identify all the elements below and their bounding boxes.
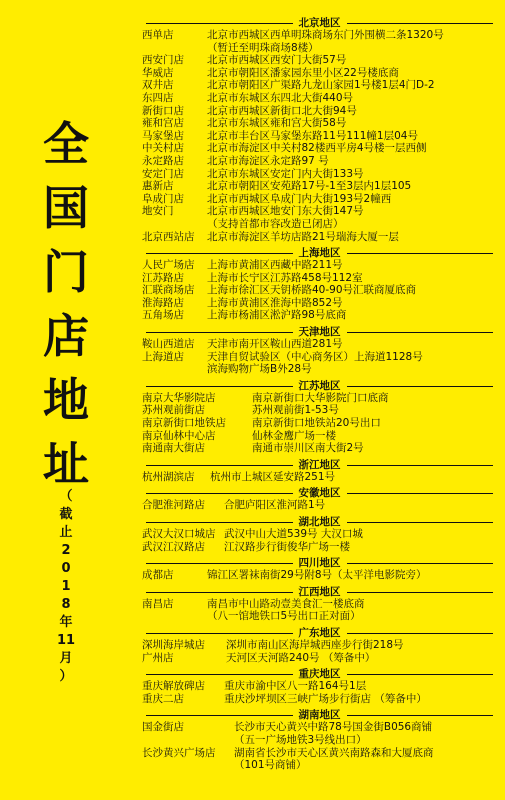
store-row bbox=[142, 471, 497, 484]
store-address: 湖南省长沙市天心区黄兴南路森和大厦底商 （101号商铺） bbox=[234, 746, 434, 772]
store-row bbox=[142, 541, 497, 554]
store-name: 国金街店 bbox=[142, 721, 184, 734]
store-address: 合肥庐阳区淮河路1号 bbox=[224, 499, 326, 512]
store-name: 西单店 bbox=[142, 29, 174, 41]
store-address: 重庆市渝中区八一路164号1层 bbox=[224, 680, 367, 693]
region-heading-label: 江西地区 bbox=[293, 586, 347, 598]
region-section bbox=[142, 378, 497, 455]
region-section bbox=[142, 625, 497, 664]
store-address: 深圳市南山区海岸城西座步行街218号 bbox=[226, 638, 404, 651]
store-name: 人民广场店 bbox=[142, 259, 195, 272]
note-char: 截 bbox=[59, 507, 73, 522]
store-address: 上海市杨浦区淞沪路98号底商 bbox=[207, 309, 347, 322]
store-row bbox=[142, 29, 497, 54]
region-heading-label: 四川地区 bbox=[293, 557, 347, 569]
region-heading-label: 广东地区 bbox=[293, 627, 347, 639]
region-heading-label: 重庆地区 bbox=[293, 668, 347, 680]
note-char: 8 bbox=[61, 597, 71, 612]
store-name: 阜成门店 bbox=[142, 192, 184, 205]
store-address: 上海市黄浦区淮海中路852号 bbox=[207, 296, 343, 309]
region-heading bbox=[142, 15, 497, 29]
store-address: 北京市海淀区永定路97 号 bbox=[207, 154, 329, 167]
store-name: 淮海路店 bbox=[142, 296, 184, 309]
store-row bbox=[142, 639, 497, 652]
store-address: 南京新街口地铁站20号出口 bbox=[252, 417, 381, 430]
title-char: 址 bbox=[43, 437, 89, 491]
note-char: 止 bbox=[59, 525, 73, 540]
store-address: 江汉路步行街俊华广场一楼 bbox=[224, 540, 350, 553]
store-row bbox=[142, 231, 497, 244]
store-name: 江苏路店 bbox=[142, 271, 184, 284]
title-char: 全 bbox=[43, 117, 89, 171]
store-row bbox=[142, 297, 497, 310]
store-address: 北京市东城区雍和宫大街58号 bbox=[207, 117, 347, 130]
region-section bbox=[142, 15, 497, 243]
title-char: 门 bbox=[43, 245, 89, 299]
region-heading bbox=[142, 707, 497, 721]
region-heading bbox=[142, 625, 497, 639]
store-row bbox=[142, 117, 497, 130]
store-address: 上海市黄浦区西藏中路211号 bbox=[207, 259, 343, 272]
store-name: 深圳海岸城店 bbox=[142, 638, 205, 651]
store-row bbox=[142, 130, 497, 143]
store-name: 中关村店 bbox=[142, 142, 184, 155]
region-section bbox=[142, 245, 497, 322]
region-section bbox=[142, 584, 497, 623]
note-char: 0 bbox=[61, 561, 71, 576]
store-row bbox=[142, 272, 497, 285]
store-name: 马家堡店 bbox=[142, 129, 184, 142]
store-name: 永定路店 bbox=[142, 154, 184, 167]
region-heading-label: 天津地区 bbox=[293, 326, 347, 338]
store-row bbox=[142, 693, 497, 706]
region-heading bbox=[142, 485, 497, 499]
store-name: 五角场店 bbox=[142, 309, 184, 322]
store-address: 重庆沙坪坝区三峡广场步行街店 （筹备中） bbox=[224, 692, 427, 705]
store-name: 武汉江汉路店 bbox=[142, 540, 205, 553]
store-name: 南京仙林中心店 bbox=[142, 429, 216, 442]
region-section bbox=[142, 457, 497, 484]
region-heading-label: 浙江地区 bbox=[293, 459, 347, 471]
store-address: 长沙市天心黄兴中路78号国金街B056商铺 （五一广场地铁3号线出口） bbox=[234, 721, 433, 746]
store-row bbox=[142, 652, 497, 665]
store-row bbox=[142, 168, 497, 181]
store-address: 北京市东城区安定门内大街133号 bbox=[207, 167, 364, 180]
store-name: 武汉大汉口城店 bbox=[142, 528, 216, 540]
store-address: 上海市长宁区江苏路458号112室 bbox=[207, 271, 363, 284]
store-row bbox=[142, 105, 497, 118]
store-name: 苏州观前街店 bbox=[142, 404, 205, 417]
store-row bbox=[142, 569, 497, 582]
store-row bbox=[142, 392, 497, 405]
region-heading bbox=[142, 457, 497, 471]
store-address: 杭州市上城区延安路251号 bbox=[210, 470, 336, 483]
store-address: 锦江区署袜南街29号附8号（太平洋电影院旁） bbox=[207, 569, 427, 582]
store-name: 新街口店 bbox=[142, 104, 184, 117]
region-heading bbox=[142, 324, 497, 338]
note-char: 2 bbox=[61, 543, 71, 558]
region-section bbox=[142, 555, 497, 582]
store-address: 北京市海淀区中关村82楼西平房4号楼一层西侧 bbox=[207, 142, 427, 155]
store-address: 上海市徐汇区天钥桥路40-90号汇联商厦底商 bbox=[207, 284, 417, 297]
store-name: 双井店 bbox=[142, 79, 174, 92]
title-char: 国 bbox=[43, 181, 89, 235]
store-name: 南通南大街店 bbox=[142, 442, 205, 455]
store-row bbox=[142, 430, 497, 443]
region-heading bbox=[142, 514, 497, 528]
store-row bbox=[142, 142, 497, 155]
region-heading-label: 湖北地区 bbox=[293, 516, 347, 528]
store-name: 重庆解放碑店 bbox=[142, 680, 205, 693]
store-address: 北京市西城区西安门大街57号 bbox=[207, 54, 347, 67]
region-section bbox=[142, 485, 497, 512]
store-address: 北京市东城区东四北大街440号 bbox=[207, 91, 354, 104]
region-section bbox=[142, 514, 497, 553]
note-char: ） bbox=[59, 669, 73, 684]
region-heading bbox=[142, 666, 497, 680]
region-section bbox=[142, 707, 497, 771]
region-heading bbox=[142, 555, 497, 569]
region-section bbox=[142, 324, 497, 376]
store-address: 北京市西城区新街口北大街94号 bbox=[207, 104, 357, 117]
store-row bbox=[142, 747, 497, 772]
store-address: 北京市海淀区羊坊店路21号瑞海大厦一层 bbox=[207, 230, 399, 243]
store-row bbox=[142, 180, 497, 193]
store-name: 惠新店 bbox=[142, 180, 174, 193]
region-heading-label: 湖南地区 bbox=[293, 709, 347, 721]
note-char: 11 bbox=[56, 633, 76, 648]
store-name: 鞍山西道店 bbox=[142, 338, 195, 351]
store-address: 天河区天河路240号 （筹备中） bbox=[226, 651, 376, 664]
store-address: 北京市西城区阜成门内大街193号2幢西 bbox=[207, 192, 392, 205]
store-name: 杭州湖滨店 bbox=[142, 470, 195, 483]
store-name: 重庆二店 bbox=[142, 692, 184, 705]
store-name: 长沙黄兴广场店 bbox=[142, 746, 216, 759]
store-name: 北京西站店 bbox=[142, 230, 195, 243]
region-heading-label: 安徽地区 bbox=[293, 487, 347, 499]
store-name: 合肥淮河路店 bbox=[142, 499, 205, 512]
store-name: 雍和宫店 bbox=[142, 117, 184, 130]
store-address: 北京市西城区地安门东大街147号 （支持首都市容改造已闭店） bbox=[207, 205, 364, 230]
region-heading bbox=[142, 584, 497, 598]
region-heading-label: 北京地区 bbox=[293, 17, 347, 29]
store-name: 东四店 bbox=[142, 91, 174, 104]
store-address: 北京市朝阳区广渠路九龙山家园1号楼1层4门D-2 bbox=[207, 79, 435, 92]
region-heading bbox=[142, 378, 497, 392]
store-name: 地安门 bbox=[142, 205, 174, 218]
store-address: 天津市南开区鞍山西道281号 bbox=[207, 338, 343, 351]
store-name: 汇联商场店 bbox=[142, 284, 195, 297]
store-list bbox=[142, 14, 497, 774]
region-heading-label: 上海地区 bbox=[293, 247, 347, 259]
store-row bbox=[142, 259, 497, 272]
region-heading bbox=[142, 245, 497, 259]
store-row bbox=[142, 67, 497, 80]
store-address: 南京新街口大华影院门口底商 bbox=[252, 391, 389, 404]
store-row bbox=[142, 92, 497, 105]
title-char: 地 bbox=[43, 373, 89, 427]
store-row bbox=[142, 79, 497, 92]
store-name: 南京新街口地铁店 bbox=[142, 417, 226, 430]
date-note bbox=[55, 488, 77, 686]
store-row bbox=[142, 351, 497, 376]
store-row bbox=[142, 499, 497, 512]
store-address: 南昌市中山路动壹美食汇一楼底商 （八一馆地铁口5号出口正对面） bbox=[207, 597, 365, 623]
page-title bbox=[40, 112, 92, 496]
store-row bbox=[142, 598, 497, 623]
store-address: 苏州观前街1-53号 bbox=[252, 404, 339, 417]
region-section bbox=[142, 666, 497, 705]
region-heading-label: 江苏地区 bbox=[293, 380, 347, 392]
store-name: 南昌店 bbox=[142, 597, 174, 610]
store-name: 华威店 bbox=[142, 66, 174, 79]
store-row bbox=[142, 404, 497, 417]
note-char: 1 bbox=[61, 579, 71, 594]
store-row bbox=[142, 528, 497, 541]
store-address: 北京市朝阳区安苑路17号-1至3层内1层105 bbox=[207, 180, 412, 193]
store-address: 南通市崇川区南大街2号 bbox=[252, 442, 364, 455]
store-row bbox=[142, 155, 497, 168]
store-address: 北京市丰台区马家堡东路11号111幢1层04号 bbox=[207, 129, 418, 142]
store-name: 上海道店 bbox=[142, 350, 184, 363]
store-address: 仙林金鹰广场一楼 bbox=[252, 429, 336, 442]
store-address: 武汉中山大道539号 大汉口城 bbox=[224, 528, 363, 540]
note-char: 年 bbox=[59, 615, 73, 630]
store-row bbox=[142, 205, 497, 230]
store-name: 广州店 bbox=[142, 651, 174, 664]
store-row bbox=[142, 54, 497, 67]
store-row bbox=[142, 680, 497, 693]
note-char: 月 bbox=[59, 651, 73, 666]
store-row bbox=[142, 721, 497, 746]
store-row bbox=[142, 442, 497, 455]
store-row bbox=[142, 284, 497, 297]
store-address: 北京市西城区西单明珠商场东门外围横二条1320号 （暂迁至明珠商场8楼） bbox=[207, 29, 444, 54]
store-row bbox=[142, 338, 497, 351]
store-name: 成都店 bbox=[142, 569, 174, 582]
store-address: 北京市朝阳区潘家园东里小区22号楼底商 bbox=[207, 66, 399, 79]
title-char: 店 bbox=[43, 309, 89, 363]
store-name: 南京大华影院店 bbox=[142, 391, 216, 404]
store-row bbox=[142, 193, 497, 206]
store-address: 天津自贸试验区（中心商务区）上海道1128号 滨海购物广场B外28号 bbox=[207, 350, 423, 376]
store-name: 西安门店 bbox=[142, 54, 184, 67]
store-row bbox=[142, 417, 497, 430]
store-name: 安定门店 bbox=[142, 167, 184, 180]
note-char: （ bbox=[59, 489, 73, 504]
store-row bbox=[142, 309, 497, 322]
